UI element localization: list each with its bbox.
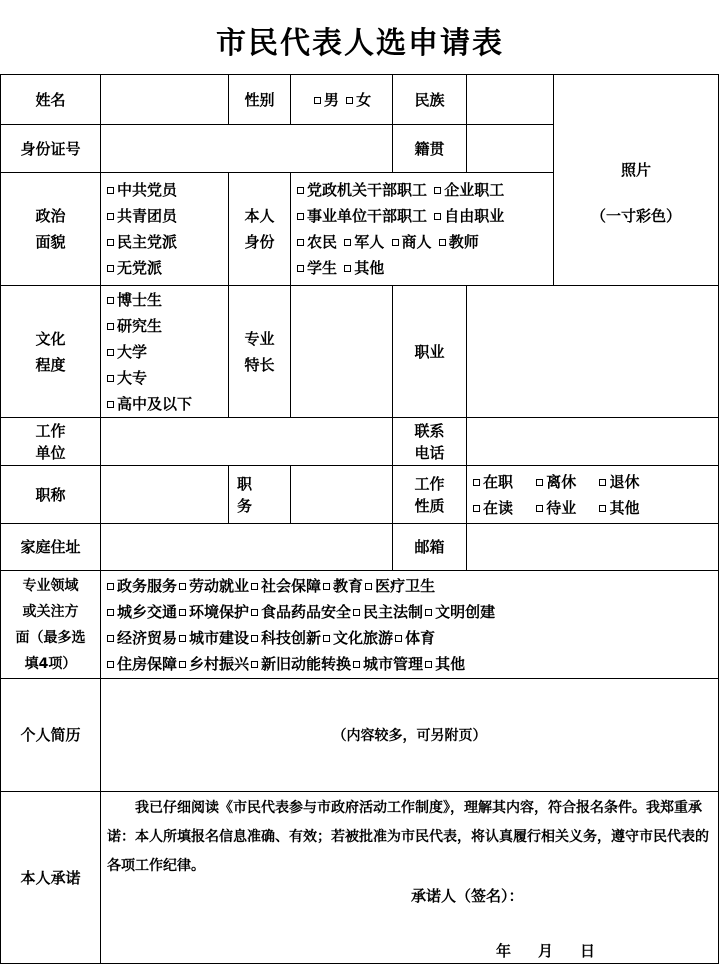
pledge-label: 本人承诺 (1, 792, 101, 964)
political-option[interactable]: 共青团员 (105, 203, 224, 229)
political-option[interactable]: 民主党派 (105, 229, 224, 255)
checkbox-icon (314, 97, 321, 104)
field-option[interactable]: 劳动就业 (177, 573, 249, 599)
signature-label: 承诺人（签名）： (411, 887, 524, 905)
checkbox-icon (107, 375, 114, 382)
name-field[interactable] (101, 75, 229, 125)
resume-label: 个人简历 (1, 679, 101, 792)
identity-option[interactable]: 党政机关干部职工 (295, 177, 427, 203)
work-status-option[interactable]: 在读 (471, 495, 529, 521)
political-option[interactable]: 中共党员 (105, 177, 224, 203)
signature-line[interactable] (101, 881, 718, 911)
checkbox-icon (107, 583, 114, 590)
phone-label: 联系 电话 (393, 418, 467, 466)
checkbox-icon (297, 187, 304, 194)
education-label: 文化 程度 (1, 286, 101, 418)
job-title-label: 职称 (1, 466, 101, 524)
checkbox-icon (536, 505, 543, 512)
job-title-field[interactable] (101, 466, 229, 524)
checkbox-icon (251, 635, 258, 642)
work-status-option[interactable]: 离休 (534, 469, 592, 495)
field-option[interactable]: 社会保障 (249, 573, 321, 599)
photo-label: 照片 (620, 161, 651, 179)
checkbox-icon (107, 239, 114, 246)
checkbox-icon (107, 187, 114, 194)
checkbox-icon (434, 213, 441, 220)
political-option[interactable]: 无党派 (105, 255, 224, 281)
gender-option-female[interactable]: 女 (344, 87, 371, 113)
work-unit-label: 工作 单位 (1, 418, 101, 466)
education-option[interactable]: 博士生 (105, 287, 224, 313)
field-option[interactable]: 新旧动能转换 (249, 651, 351, 677)
identity-option[interactable]: 其他 (342, 255, 384, 281)
political-status-options (101, 173, 229, 286)
checkbox-icon (599, 479, 606, 486)
id-number-label: 身份证号 (1, 125, 101, 173)
field-option[interactable]: 食品药品安全 (249, 599, 351, 625)
identity-option[interactable]: 商人 (390, 229, 432, 255)
identity-options (291, 173, 554, 286)
education-options (101, 286, 229, 418)
name-label: 姓名 (1, 75, 101, 125)
checkbox-icon (323, 583, 330, 590)
checkbox-icon (425, 661, 432, 668)
phone-field[interactable] (467, 418, 719, 466)
checkbox-icon (395, 635, 402, 642)
education-option[interactable]: 高中及以下 (105, 391, 224, 417)
field-option[interactable]: 环境保护 (177, 599, 249, 625)
checkbox-icon (107, 323, 114, 330)
field-option[interactable]: 城市管理 (351, 651, 423, 677)
work-status-option[interactable]: 在职 (471, 469, 529, 495)
date-day-label: 日 (580, 942, 596, 960)
identity-option[interactable]: 军人 (342, 229, 384, 255)
checkbox-icon (297, 239, 304, 246)
checkbox-icon (251, 583, 258, 590)
checkbox-icon (179, 661, 186, 668)
checkbox-icon (439, 239, 446, 246)
gender-option-male[interactable]: 男 (312, 87, 339, 113)
specialty-label: 专业 特长 (229, 286, 291, 418)
checkbox-icon (353, 661, 360, 668)
checkbox-icon (179, 609, 186, 616)
date-year-label: 年 (496, 942, 512, 960)
field-option[interactable]: 医疗卫生 (363, 573, 435, 599)
native-place-field[interactable] (467, 125, 554, 173)
education-option[interactable]: 大学 (105, 339, 224, 365)
email-field[interactable] (467, 524, 719, 571)
email-label: 邮箱 (393, 524, 467, 571)
checkbox-icon (297, 213, 304, 220)
field-option[interactable]: 文化旅游 (321, 625, 393, 651)
checkbox-icon (346, 97, 353, 104)
checkbox-icon (179, 583, 186, 590)
resume-field[interactable] (101, 679, 719, 792)
gender-label: 性别 (229, 75, 291, 125)
application-form (0, 74, 719, 964)
specialty-field[interactable] (291, 286, 393, 418)
checkbox-icon (473, 505, 480, 512)
checkbox-icon (536, 479, 543, 486)
date-line[interactable] (101, 939, 718, 963)
position-field[interactable] (291, 466, 393, 524)
ethnicity-field[interactable] (467, 75, 554, 125)
field-option[interactable]: 文明创建 (423, 599, 495, 625)
checkbox-icon (323, 635, 330, 642)
identity-option[interactable]: 农民 (295, 229, 337, 255)
field-option[interactable]: 民主法制 (351, 599, 423, 625)
work-status-option[interactable]: 退休 (597, 469, 639, 495)
form-title: 市民代表人选申请表 (216, 26, 504, 61)
checkbox-icon (107, 265, 114, 272)
checkbox-icon (365, 583, 372, 590)
native-place-label: 籍贯 (393, 125, 467, 173)
checkbox-icon (392, 239, 399, 246)
checkbox-icon (297, 265, 304, 272)
identity-option[interactable]: 自由职业 (432, 203, 504, 229)
address-label: 家庭住址 (1, 524, 101, 571)
date-month-label: 月 (538, 942, 554, 960)
checkbox-icon (599, 505, 606, 512)
checkbox-icon (344, 239, 351, 246)
field-option[interactable]: 其他 (423, 651, 465, 677)
gender-options (291, 75, 393, 125)
field-option[interactable]: 城乡交通 (105, 599, 177, 625)
checkbox-icon (434, 187, 441, 194)
work-status-option[interactable]: 其他 (597, 495, 639, 521)
identity-option[interactable]: 企业职工 (432, 177, 504, 203)
checkbox-icon (107, 635, 114, 642)
checkbox-icon (353, 609, 360, 616)
political-status-label: 政治 面貌 (1, 173, 101, 286)
field-option[interactable]: 教育 (321, 573, 363, 599)
photo-size-note: （一寸彩色） (590, 207, 681, 225)
photo-box[interactable] (554, 75, 719, 286)
ethnicity-label: 民族 (393, 75, 467, 125)
checkbox-icon (107, 401, 114, 408)
checkbox-icon (251, 661, 258, 668)
field-option[interactable]: 经济贸易 (105, 625, 177, 651)
checkbox-icon (179, 635, 186, 642)
checkbox-icon (107, 349, 114, 356)
checkbox-icon (107, 297, 114, 304)
checkbox-icon (107, 661, 114, 668)
occupation-field[interactable] (467, 286, 719, 418)
id-number-field[interactable] (101, 125, 393, 173)
address-field[interactable] (101, 524, 393, 571)
work-status-options (467, 466, 719, 524)
identity-option[interactable]: 学生 (295, 255, 337, 281)
field-option[interactable]: 政务服务 (105, 573, 177, 599)
education-option[interactable]: 研究生 (105, 313, 224, 339)
work-unit-field[interactable] (101, 418, 393, 466)
work-status-option[interactable]: 待业 (534, 495, 592, 521)
resume-note: （内容较多，可另附页） (332, 728, 487, 744)
occupation-label: 职业 (393, 286, 467, 418)
checkbox-icon (344, 265, 351, 272)
identity-option[interactable]: 事业单位干部职工 (295, 203, 427, 229)
field-option[interactable]: 乡村振兴 (177, 651, 249, 677)
checkbox-icon (107, 213, 114, 220)
field-option[interactable]: 城市建设 (177, 625, 249, 651)
pledge-text: 我已仔细阅读《市民代表参与市政府活动工作制度》，理解其内容，符合报名条件。我郑重承诺：本人所填报名信息准确、有效；若被批准为市民代表，将认真履行相关义务，遵守市民代表的各项工作纪律。 (107, 800, 709, 874)
position-label: 职 务 (229, 466, 291, 524)
fields-label: 专业领域 或关注方 面（最多选 填4项） (1, 571, 101, 679)
work-status-label: 工作 性质 (393, 466, 467, 524)
pledge-area (101, 792, 719, 964)
education-option[interactable]: 大专 (105, 365, 224, 391)
checkbox-icon (473, 479, 480, 486)
field-option[interactable]: 体育 (393, 625, 435, 651)
checkbox-icon (107, 609, 114, 616)
field-option[interactable]: 住房保障 (105, 651, 177, 677)
checkbox-icon (425, 609, 432, 616)
identity-label: 本人 身份 (229, 173, 291, 286)
checkbox-icon (251, 609, 258, 616)
identity-option[interactable]: 教师 (437, 229, 479, 255)
field-option[interactable]: 科技创新 (249, 625, 321, 651)
field-options (101, 571, 719, 679)
